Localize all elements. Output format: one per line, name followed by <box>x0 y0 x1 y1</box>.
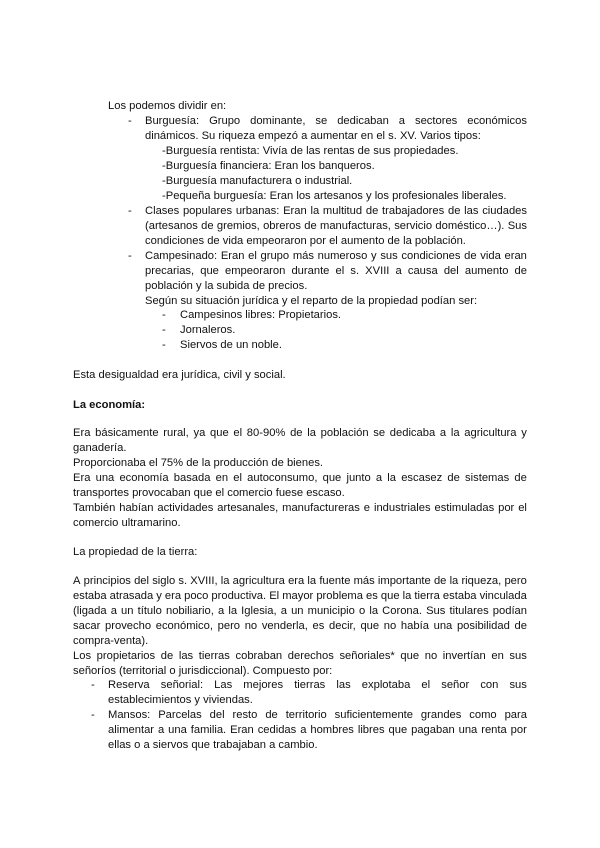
word: una <box>458 724 478 736</box>
word: eran <box>504 250 527 262</box>
word: familia. <box>190 724 227 736</box>
word: dedicaban <box>337 115 389 127</box>
word: populares <box>182 205 233 217</box>
word: XVIII, <box>190 575 218 587</box>
word: estaba <box>73 590 107 602</box>
word: precarias, <box>145 265 195 277</box>
word: (artesanos <box>145 220 198 232</box>
word: la <box>307 427 316 439</box>
word: gremios, <box>216 220 260 232</box>
word: habían <box>119 502 154 514</box>
word: la <box>450 427 460 439</box>
word: una <box>95 472 115 484</box>
word: y <box>156 590 162 602</box>
list-bullet: - <box>91 709 95 721</box>
campesinado-line-3: población y la subida de precios. <box>145 280 308 292</box>
word: aumento <box>464 265 509 277</box>
word: no <box>383 620 397 632</box>
word: productiva. <box>211 590 267 602</box>
reserva-line-2: establecimientos y viviendas. <box>108 694 253 706</box>
word: y <box>521 427 527 439</box>
word: dominante, <box>250 115 306 127</box>
word: Corona. <box>382 605 422 617</box>
word: grandes <box>420 709 462 721</box>
word: por <box>498 502 515 514</box>
word: de <box>201 220 214 232</box>
word: pagaban <box>411 724 455 736</box>
word: 80-90% <box>246 427 286 439</box>
word: del <box>134 575 150 587</box>
economy-p1-line-2: ganadería. <box>73 442 127 454</box>
burguesia-subtype: -Pequeña burguesía: Eran los artesanos y los profesionales liberales. <box>162 190 507 202</box>
mansos-line-2 <box>108 723 527 737</box>
word: ya <box>193 427 206 439</box>
land-p1-line <box>73 574 527 588</box>
word: el <box>518 502 527 514</box>
word: atrasada <box>109 590 154 602</box>
list-bullet: - <box>128 205 132 217</box>
word: Campesinado: <box>145 250 218 262</box>
word: sacar <box>73 620 101 632</box>
word: numeroso <box>317 250 368 262</box>
word: que <box>388 724 408 736</box>
clases-urbanas-line-3: condiciones de vida empeoraron por el aumento de la población. <box>145 235 466 247</box>
word: riqueza, <box>461 575 502 587</box>
word: y <box>371 250 377 262</box>
economy-heading: La economía: <box>73 399 146 411</box>
campesinado-line-2 <box>145 264 527 278</box>
word: pero <box>217 620 241 632</box>
word: la <box>228 605 238 617</box>
word: población <box>320 427 369 439</box>
word: importante <box>377 575 431 587</box>
word: las <box>464 205 479 217</box>
word: se <box>315 115 328 127</box>
clases-urbanas-line-2 <box>145 219 527 233</box>
word: poco <box>184 590 209 602</box>
word: dedicaba <box>389 427 436 439</box>
campesino-type: Siervos de un noble. <box>180 339 282 351</box>
word: empeoraron <box>225 265 286 277</box>
word: Eran <box>220 250 245 262</box>
word: de <box>447 205 461 217</box>
word: el <box>335 265 345 277</box>
word: título <box>137 605 162 617</box>
word: de <box>265 709 278 721</box>
word: la <box>369 605 379 617</box>
word: agricultura <box>464 427 517 439</box>
word: señoriales* <box>339 650 395 662</box>
campesino-type: Jornaleros. <box>180 324 236 336</box>
list-bullet: - <box>128 115 132 127</box>
burguesia-subtype: -Burguesía financiera: Eran los banqueros. <box>162 160 375 172</box>
word: suficientemente <box>334 709 413 721</box>
word: de <box>464 250 477 262</box>
word: causa <box>407 265 438 277</box>
word: de <box>514 265 527 277</box>
word: e <box>363 502 371 514</box>
word: alimentar <box>108 724 155 736</box>
word: a <box>157 724 165 736</box>
word: de <box>365 205 379 217</box>
word: el <box>233 472 242 484</box>
word: a <box>217 605 225 617</box>
word: Clases <box>145 205 180 217</box>
word: Eran <box>230 724 254 736</box>
word: (ligada <box>73 605 107 617</box>
word: artesanales, <box>217 502 279 514</box>
word: escasez <box>401 472 443 484</box>
word: del <box>209 709 225 721</box>
word: titulares <box>449 605 489 617</box>
land-heading: La propiedad de la tierra: <box>73 546 198 558</box>
word: de <box>514 472 527 484</box>
campesinado-line-4: Según su situación jurídica y el reparto de la propiedad podían ser: <box>145 295 478 307</box>
economy-p1-line-1 <box>73 426 527 440</box>
word: venderla, <box>261 620 308 632</box>
word: podían <box>492 605 527 617</box>
word: Reserva <box>108 679 150 691</box>
word: territorio <box>285 709 327 721</box>
word: no <box>424 650 438 662</box>
word: fuente <box>319 575 351 587</box>
word: a <box>439 427 447 439</box>
word: es <box>366 590 378 602</box>
word: sectores <box>414 115 458 127</box>
word: nobiliario, <box>165 605 214 617</box>
campesino-type: Campesinos libres: Propietarios. <box>180 309 342 321</box>
word: economía <box>119 472 169 484</box>
word: derechos <box>287 650 334 662</box>
word: condiciones <box>401 250 461 262</box>
word: cobraban <box>235 650 283 662</box>
word: trabajadores <box>382 205 445 217</box>
word: la <box>387 472 397 484</box>
word: explotaba <box>361 679 411 691</box>
word: mayor <box>282 590 314 602</box>
word: invertían <box>442 650 486 662</box>
word: señorial: <box>160 679 204 691</box>
word: una <box>168 724 187 736</box>
word: de <box>290 427 303 439</box>
word: se <box>373 427 386 439</box>
word: Eran <box>283 205 307 217</box>
word: autoconsumo, <box>247 472 318 484</box>
word: También <box>73 502 116 514</box>
word: que <box>210 427 229 439</box>
word: que <box>200 265 219 277</box>
word: la <box>310 205 320 217</box>
word: multitud <box>322 205 363 217</box>
word: a <box>375 472 383 484</box>
word: basada <box>173 472 211 484</box>
word: El <box>269 590 280 602</box>
word: las <box>336 679 351 691</box>
word: a <box>110 605 117 617</box>
mansos-line-1 <box>108 708 527 722</box>
word: hombres <box>310 724 354 736</box>
word: Burguesía: <box>145 115 200 127</box>
word: a <box>280 605 287 617</box>
burguesia-subtype: -Burguesía manufacturera o industrial. <box>162 175 353 187</box>
word: la <box>307 575 317 587</box>
word: por <box>510 724 527 736</box>
word: el <box>421 679 431 691</box>
word: que <box>360 620 380 632</box>
word: industriales <box>373 502 431 514</box>
land-p1-line <box>73 619 527 633</box>
word: vinculada <box>479 590 527 602</box>
word: básicamente <box>95 427 159 439</box>
economy-p2: Proporcionaba el 75% de la producción de bienes. <box>73 457 324 469</box>
word: el <box>233 427 243 439</box>
word: actividades <box>157 502 214 514</box>
word: el <box>248 250 257 262</box>
word: Los <box>73 650 92 662</box>
list-bullet: - <box>162 324 166 336</box>
burguesia-line-1 <box>145 114 527 128</box>
word: económicos <box>467 115 527 127</box>
word: manufacturas, <box>320 220 391 232</box>
word: a <box>300 724 307 736</box>
economy-p4-line-1 <box>73 501 527 515</box>
land-p1-last: compra-venta). <box>73 635 149 647</box>
word: que <box>380 590 400 602</box>
word: es <box>312 620 325 632</box>
word: económico, <box>155 620 213 632</box>
word: Mansos: <box>108 709 151 721</box>
word: manufactureras <box>282 502 360 514</box>
list-bullet: - <box>162 339 166 351</box>
word: más <box>353 575 375 587</box>
word: más <box>292 250 314 262</box>
burguesia-line-2: dinámicos. Su riqueza empezó a aumentar en el s. XV. Varios tipos: <box>145 130 481 142</box>
word: pero <box>504 575 527 587</box>
word: era <box>288 575 305 587</box>
word: renta <box>481 724 507 736</box>
clases-urbanas-line-1 <box>145 204 527 218</box>
word: provecho <box>105 620 152 632</box>
word: doméstico…). <box>435 220 505 232</box>
word: propietarios <box>96 650 156 662</box>
word: A <box>73 575 81 587</box>
word: había <box>400 620 429 632</box>
word: resto <box>232 709 258 721</box>
word: como <box>469 709 497 721</box>
campesinado-line-1 <box>145 249 527 263</box>
word: Sus <box>507 220 527 232</box>
word: un <box>291 605 304 617</box>
word: que <box>322 472 342 484</box>
word: Grupo <box>209 115 241 127</box>
word: de <box>514 620 527 632</box>
word: servicio <box>394 220 433 232</box>
word: una <box>433 620 453 632</box>
word: junto <box>346 472 371 484</box>
burguesia-subtype: -Burguesía rentista: Vivía de las rentas de sus propiedades. <box>162 145 459 157</box>
word: mejores <box>243 679 284 691</box>
word: en <box>491 650 504 662</box>
word: señor <box>441 679 470 691</box>
economy-p3-line-2: transportes provocaban que el comercio fuese escaso. <box>73 487 345 499</box>
word: Parcelas <box>158 709 202 721</box>
word: cedidas <box>257 724 297 736</box>
word: estaba <box>442 590 477 602</box>
word: grupo <box>260 250 290 262</box>
word: Era <box>73 427 91 439</box>
word: s. <box>350 265 360 277</box>
word: del <box>443 265 459 277</box>
mansos-line-3: ellas o a siervos que trabajaban a cambio. <box>108 739 318 751</box>
word: de <box>160 650 174 662</box>
word: vida <box>480 250 501 262</box>
list-bullet: - <box>162 309 166 321</box>
word: libres <box>357 724 385 736</box>
word: a <box>395 265 402 277</box>
land-p1-line <box>73 589 527 603</box>
economy-p3-line-1 <box>73 471 527 485</box>
word: municipio <box>307 605 355 617</box>
land-p2-line-2: señoríos (territorial o jurisdiccional). Compuesto por: <box>73 665 333 677</box>
land-p2-line-1 <box>73 649 527 663</box>
word: XVIII <box>365 265 390 277</box>
inequality-text: Esta desigualdad era jurídica, civil y social. <box>73 369 286 381</box>
word: Sus <box>426 605 446 617</box>
word: sus <box>509 650 527 662</box>
word: no <box>244 620 258 632</box>
word: tierra <box>414 590 440 602</box>
word: estimuladas <box>434 502 495 514</box>
word: rural, <box>163 427 189 439</box>
list-bullet: - <box>128 250 132 262</box>
word: la <box>220 575 230 587</box>
word: urbanas: <box>235 205 280 217</box>
word: para <box>504 709 527 721</box>
word: era <box>164 590 182 602</box>
word: con <box>480 679 499 691</box>
word: Las <box>214 679 233 691</box>
word: las <box>178 650 194 662</box>
word: tierras <box>294 679 326 691</box>
word: la <box>402 590 412 602</box>
word: de <box>304 220 317 232</box>
word: tierras <box>198 650 230 662</box>
word: a <box>398 115 406 127</box>
word: decir, <box>329 620 356 632</box>
word: sistemas <box>465 472 510 484</box>
word: Era <box>73 472 91 484</box>
word: problema <box>316 590 363 602</box>
word: principios <box>83 575 131 587</box>
land-p1-line <box>73 604 527 618</box>
word: que <box>400 650 420 662</box>
reserva-line-1 <box>108 678 527 692</box>
word: s. <box>178 575 188 587</box>
word: de <box>447 472 460 484</box>
word: agricultura <box>232 575 285 587</box>
economy-p4-line-2: comercio ultramarino. <box>73 517 181 529</box>
intro-text: Los podemos dividir en: <box>108 100 227 112</box>
word: la <box>449 575 459 587</box>
word: Iglesia, <box>241 605 277 617</box>
word: sus <box>380 250 398 262</box>
word: ciudades <box>482 205 527 217</box>
word: de <box>433 575 447 587</box>
word: obreros <box>263 220 301 232</box>
word: o <box>359 605 366 617</box>
word: sus <box>509 679 527 691</box>
word: posibilidad <box>456 620 510 632</box>
word: siglo <box>152 575 176 587</box>
list-bullet: - <box>91 679 95 691</box>
word: en <box>215 472 229 484</box>
word: durante <box>291 265 330 277</box>
word: un <box>121 605 134 617</box>
